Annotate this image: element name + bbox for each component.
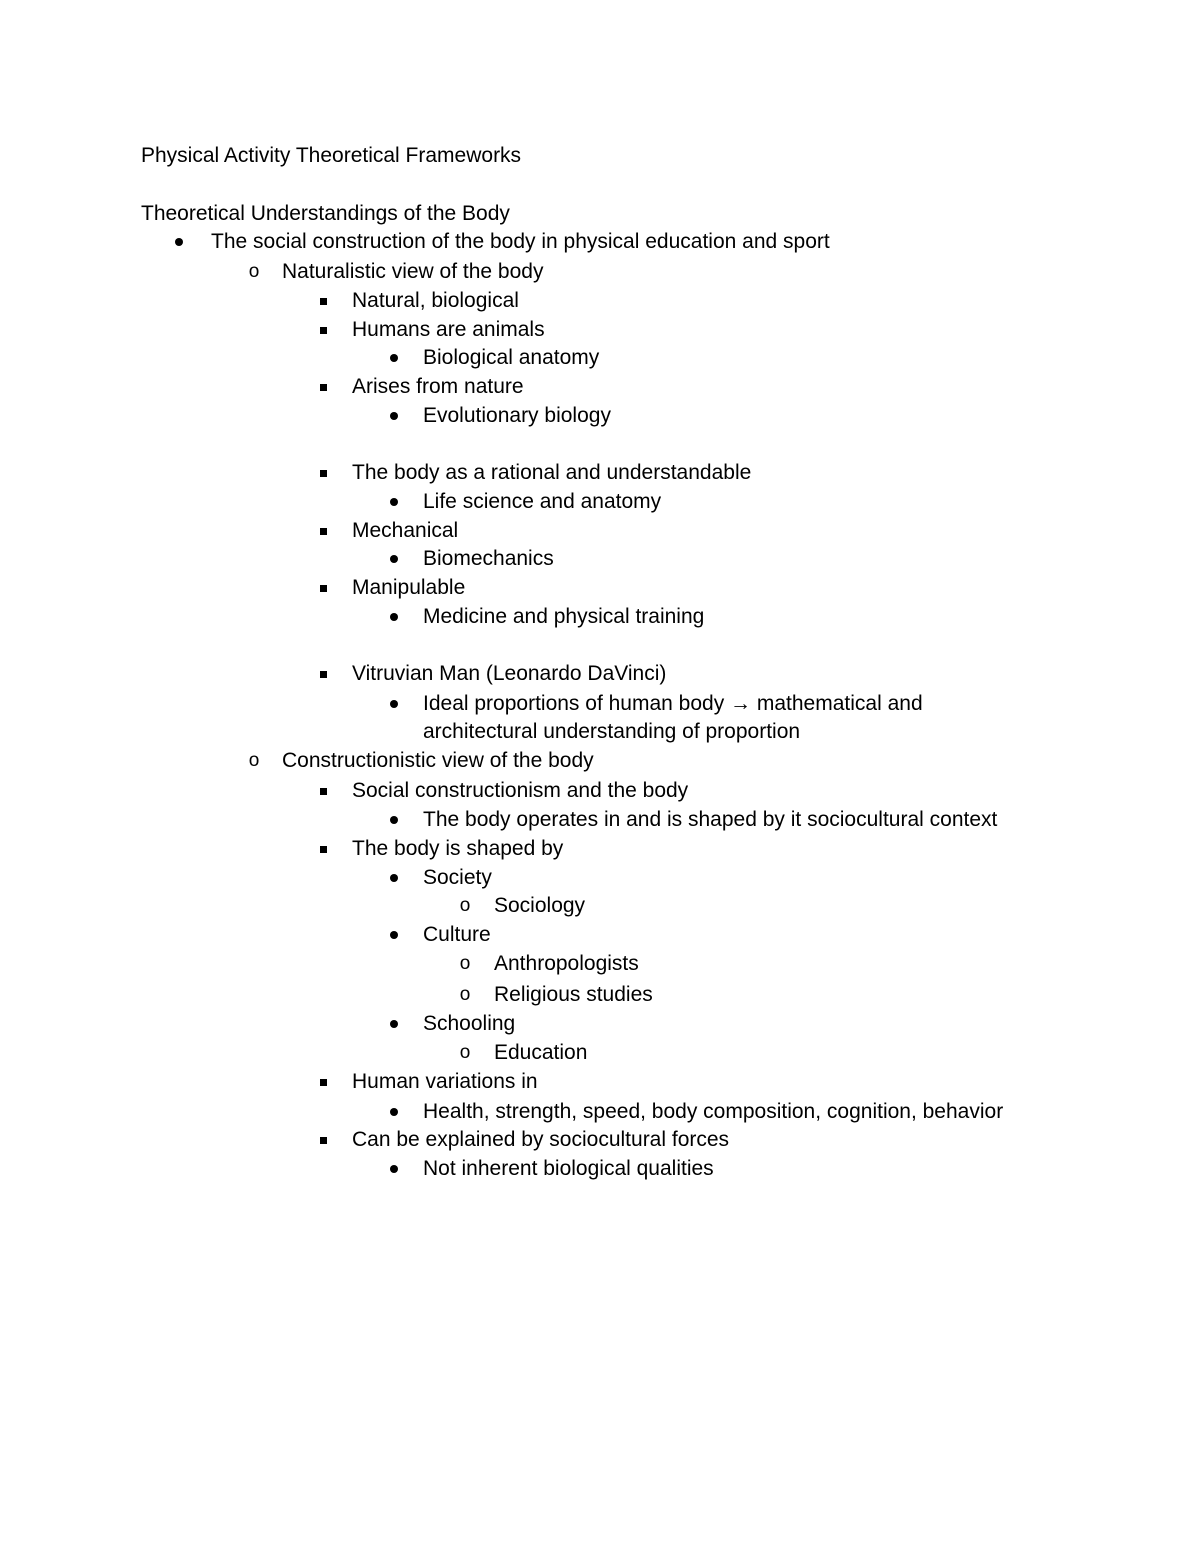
circle-bullet-icon: o [248, 750, 260, 771]
outline-item [0, 718, 1200, 746]
outline-item-text: Ideal proportions of human body → mathematical and [423, 692, 923, 715]
outline-item [0, 287, 1200, 315]
outline-item [0, 950, 1200, 978]
outline-item [0, 574, 1200, 602]
outline-item-text: Evolutionary biology [423, 404, 611, 427]
square-bullet-icon [313, 287, 333, 315]
outline-item-text: Social constructionism and the body [352, 779, 689, 802]
outline-item [0, 1039, 1200, 1067]
outline-item [0, 747, 1200, 775]
outline-item-text: Arises from nature [352, 375, 524, 398]
outline-item-text: Society [423, 866, 492, 889]
outline-item [0, 1098, 1200, 1126]
outline-item-text: Naturalistic view of the body [282, 260, 544, 283]
outline-item-text: Religious studies [494, 983, 653, 1006]
disc-bullet-icon [384, 921, 404, 949]
outline-item-text: Life science and anatomy [423, 490, 662, 513]
disc-bullet-icon [384, 1098, 404, 1126]
outline-item [0, 660, 1200, 688]
disc-bullet-icon [384, 806, 404, 834]
outline-item [0, 373, 1200, 401]
outline-item [0, 921, 1200, 949]
square-bullet-icon [313, 574, 333, 602]
circle-bullet-icon: o [248, 261, 260, 282]
outline-item-text: Health, strength, speed, body composition, cognition, behavior [423, 1100, 1004, 1123]
outline-item [0, 316, 1200, 344]
outline-item [0, 1068, 1200, 1096]
square-bullet-icon [313, 777, 333, 805]
disc-bullet-icon [384, 864, 404, 892]
disc-bullet-icon [384, 1010, 404, 1038]
circle-bullet-icon: o [459, 953, 471, 974]
outline-item [0, 344, 1200, 372]
disc-bullet-icon [384, 1155, 404, 1183]
square-bullet-icon [313, 459, 333, 487]
outline-item-text: Mechanical [352, 519, 459, 542]
outline-item [0, 981, 1200, 1009]
circle-bullet-icon: o [459, 984, 471, 1005]
outline-item [0, 1010, 1200, 1038]
outline-item-text: The social construction of the body in physical education and sport [211, 230, 830, 253]
outline-item-text: Vitruvian Man (Leonardo DaVinci) [352, 662, 667, 685]
square-bullet-icon [313, 660, 333, 688]
outline-item-text: Human variations in [352, 1070, 538, 1093]
square-bullet-icon [313, 1068, 333, 1096]
disc-bullet-icon [384, 488, 404, 516]
outline-item-text: architectural understanding of proportion [423, 720, 801, 743]
outline-item [0, 1126, 1200, 1154]
outline-item-text: Medicine and physical training [423, 605, 705, 628]
outline-item-text: Biological anatomy [423, 346, 600, 369]
outline-item-text: Constructionistic view of the body [282, 749, 594, 772]
disc-bullet-icon [384, 690, 404, 718]
square-bullet-icon [313, 316, 333, 344]
disc-bullet-icon [384, 402, 404, 430]
outline-item-text: Sociology [494, 894, 586, 917]
outline-item [0, 777, 1200, 805]
outline-item-text: The body is shaped by [352, 837, 564, 860]
disc-bullet-icon [384, 603, 404, 631]
square-bullet-icon [313, 517, 333, 545]
outline-item-text: Education [494, 1041, 588, 1064]
outline-item-text: Anthropologists [494, 952, 639, 975]
outline-item-text: Not inherent biological qualities [423, 1157, 714, 1180]
outline-item-text: The body operates in and is shaped by it sociocultural context [423, 808, 998, 831]
outline-item [0, 517, 1200, 545]
outline-item-text: Culture [423, 923, 491, 946]
outline-item [0, 690, 1200, 718]
outline-item [0, 545, 1200, 573]
outline-item [0, 1155, 1200, 1183]
disc-bullet-icon [384, 344, 404, 372]
outline-item-text: Natural, biological [352, 289, 519, 312]
outline-item [0, 864, 1200, 892]
outline-item [0, 402, 1200, 430]
outline-item-text: Biomechanics [423, 547, 554, 570]
outline-item [0, 835, 1200, 863]
outline-item [0, 488, 1200, 516]
outline-item [0, 603, 1200, 631]
outline-item-text: Schooling [423, 1012, 516, 1035]
document-title: Physical Activity Theoretical Frameworks [141, 144, 522, 167]
square-bullet-icon [313, 373, 333, 401]
outline-item-text: Can be explained by sociocultural forces [352, 1128, 730, 1151]
outline-item-text: Manipulable [352, 576, 466, 599]
circle-bullet-icon: o [459, 1042, 471, 1063]
circle-bullet-icon: o [459, 895, 471, 916]
disc-bullet-icon [384, 545, 404, 573]
outline-item-text: Humans are animals [352, 318, 545, 341]
square-bullet-icon [313, 835, 333, 863]
outline-item [0, 228, 1200, 256]
outline-item [0, 459, 1200, 487]
section-heading: Theoretical Understandings of the Body [141, 202, 510, 225]
outline-item [0, 806, 1200, 834]
outline-item [0, 892, 1200, 920]
disc-bullet-icon [169, 228, 189, 256]
outline-item-text: The body as a rational and understandable [352, 461, 752, 484]
outline-item [0, 258, 1200, 286]
square-bullet-icon [313, 1126, 333, 1154]
